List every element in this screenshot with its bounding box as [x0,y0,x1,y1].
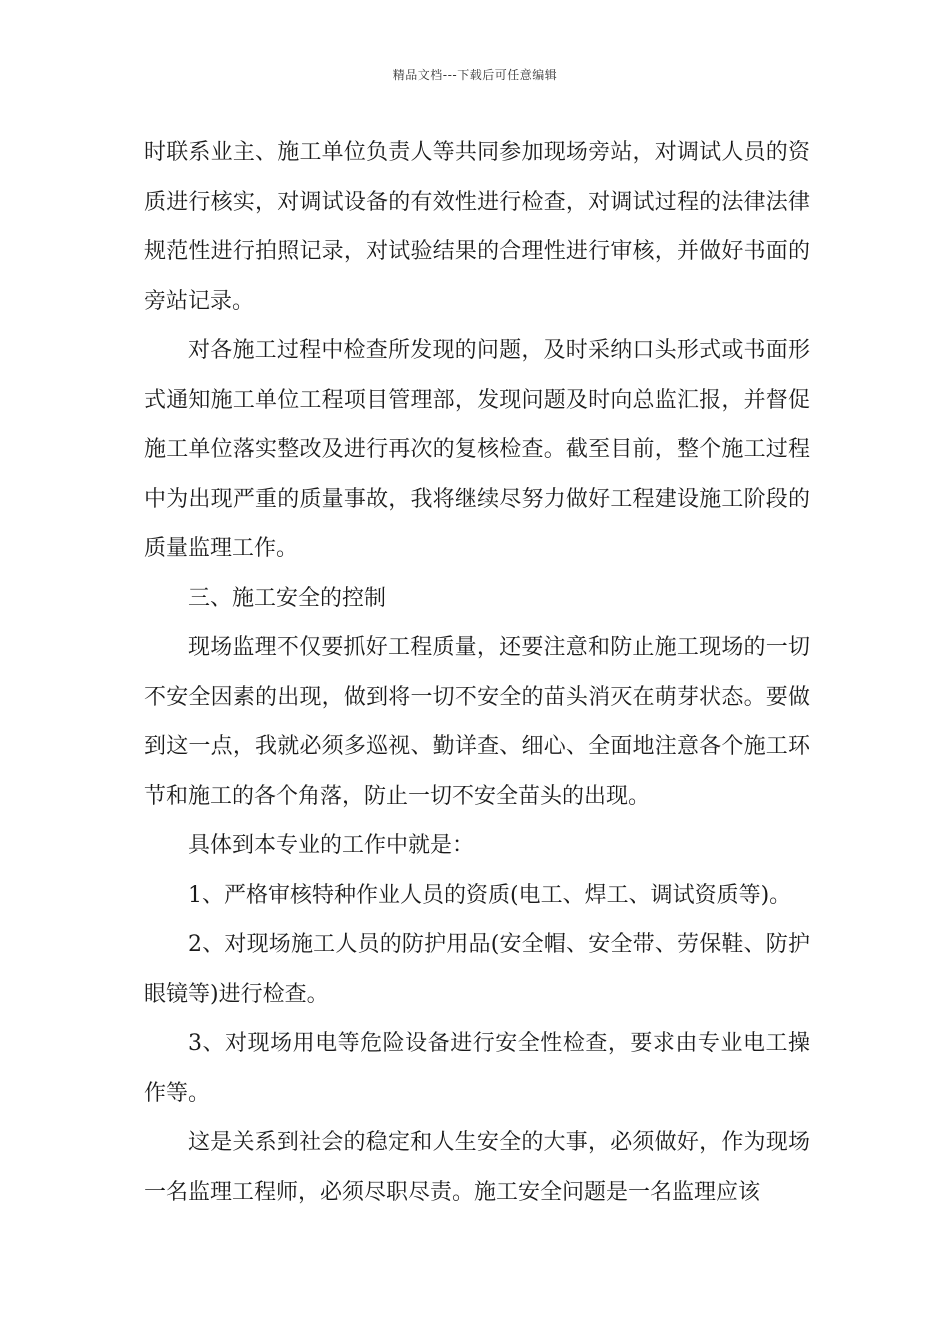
paragraph-1: 时联系业主、施工单位负责人等共同参加现场旁站，对调试人员的资质进行核实，对调试设备的有效性进行检查，对调试过程的法律法律规范性进行拍照记录，对试验结果的合理性进行审核，并做好书面的旁站记录。 [144,140,810,314]
paragraph-4: 现场监理不仅要抓好工程质量，还要注意和防止施工现场的一切不安全因素的出现，做到将一切不安全的苗头消灭在萌芽状态。要做到这一点，我就必须多巡视、勤详查、细心、全面地注意各个施工环节和施工的各个角落，防止一切不安全苗头的出现。 [144,635,810,809]
paragraph-2: 对各施工过程中检查所发现的问题，及时采纳口头形式或书面形式通知施工单位工程项目管理部，发现问题及时向总监汇报，并督促施工单位落实整改及进行再次的复核检查。截至目前，整个施工过程中为出现严重的质量事故，我将继续尽努力做好工程建设施工阶段的质量监理工作。 [144,338,810,561]
list-item-3: 3、对现场用电等危险设备进行安全性检查，要求由专业电工操作等。 [144,1031,810,1106]
page-header: 精品文档---下载后可任意编辑 [392,68,558,82]
document-body [144,128,810,1217]
paragraph-5: 具体到本专业的工作中就是： [188,833,475,858]
list-item-1: 1、严格审核特种作业人员的资质(电工、焊工、调试资质等)。 [188,882,792,908]
paragraph-9: 这是关系到社会的稳定和人生安全的大事，必须做好，作为现场一名监理工程师，必须尽职尽责。施工安全问题是一名监理应该 [144,1130,810,1205]
section-heading-3: 三、施工安全的控制 [188,585,387,611]
list-item-2: 2、对现场施工人员的防护用品(安全帽、安全带、劳保鞋、防护眼镜等)进行检查。 [144,932,810,1007]
